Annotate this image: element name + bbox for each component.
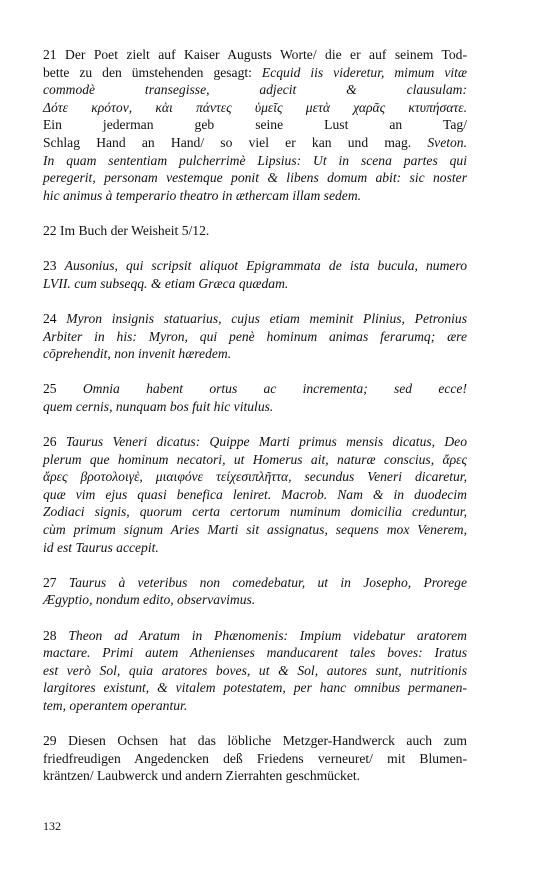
footnote-line — [43, 433, 467, 451]
italic-text: Δότε κρότον, κὰι πάντες ὑμεῖς μετὰ χαρᾶς κτυπήσατε. — [43, 99, 467, 115]
italic-text: quæ vim ejus quasi benefica leniret. Macrob. Nam & in duodecim — [43, 486, 467, 502]
footnote-line — [43, 187, 467, 205]
italic-text: Omnia habent ortus ac incrementa; sed ecce! — [82, 381, 467, 397]
footnote-line — [43, 116, 467, 134]
footnote-line — [43, 662, 467, 680]
footnote-line — [43, 591, 467, 609]
footnote-line — [43, 750, 467, 768]
italic-text: commodè transegisse, adjecit & clausulam: — [43, 82, 467, 98]
italic-text: Sveton. — [427, 134, 467, 150]
footnote-line — [43, 257, 467, 275]
italic-text: quem cernis, nunquam bos fuit hic vitulus. — [43, 398, 274, 414]
italic-text: peregerit, personam vestemque ponit & libens domum abit: sic noster — [43, 170, 467, 186]
roman-text: Ein jederman geb seine Lust an Tag/ — [43, 117, 467, 133]
roman-text: 23 — [43, 258, 65, 274]
italic-text: LVII. cum subseqq. & etiam Græca quædam. — [43, 275, 289, 291]
italic-text: In quam sententiam pulcherrimè Lipsius: Ut in scena partes qui — [43, 152, 467, 168]
roman-text: 21 Der Poet zielt auf Kaiser Augusts Worte/ die er auf seinem Tod- — [43, 47, 467, 62]
footnote-line — [43, 64, 467, 82]
footnote-line — [43, 679, 467, 697]
italic-text: Ausonius, qui scripsit aliquot Epigrammata de ista bucula, numero — [64, 258, 468, 274]
italic-text: ἄρες βροτολοιγὲ, μιαιφόνε τείχεσιπλῆττα, secundus Veneri dicaretur, — [43, 469, 467, 485]
footnote-line — [43, 328, 467, 346]
italic-text: est verò Sol, quia aratores boves, ut & Sol, autores sunt, nutritionis — [43, 662, 467, 678]
footnote-26 — [43, 433, 467, 556]
footnote-line — [43, 380, 467, 398]
page-number: 132 — [43, 819, 61, 833]
italic-text: hic animus à temperario theatro in æthercam illam sedem. — [43, 187, 362, 203]
footnote-line — [43, 521, 467, 539]
italic-text: Theon ad Aratum in Phænomenis: Impium videbatur aratorem — [68, 627, 467, 643]
italic-text: Ægyptio, nondum edito, observavimus. — [43, 592, 256, 608]
footnote-25 — [43, 380, 467, 415]
footnote-line — [43, 732, 467, 750]
roman-text: 26 — [43, 434, 66, 450]
roman-text: Schlag Hand an Hand/ so viel er kan und mag. — [43, 134, 428, 150]
footnote-line — [43, 310, 467, 328]
footnote-line — [43, 152, 467, 170]
italic-text: largitores existunt, & vitalem potestatem, per hanc omnibus permanen- — [43, 680, 467, 696]
footnote-line — [43, 398, 467, 416]
footnote-29 — [43, 732, 467, 785]
italic-text: mactare. Primi autem Athenienses manducarent tales boves: Iratus — [43, 645, 467, 661]
footnote-line — [43, 767, 467, 785]
roman-text: 29 Diesen Ochsen hat das löbliche Metzger-Handwerck auch zum — [43, 733, 467, 749]
footnote-line — [43, 99, 467, 117]
roman-text: 22 Im Buch der Weisheit 5/12. — [43, 222, 210, 238]
footnote-line — [43, 574, 467, 592]
footnote-line — [43, 486, 467, 504]
italic-text: Ecquid iis videretur, mimum vitæ — [261, 64, 467, 80]
footnote-23 — [43, 257, 467, 292]
footnote-28 — [43, 627, 467, 715]
footnote-22 — [43, 222, 467, 240]
italic-text: Arbiter in his: Myron, qui penè hominum animas ferarumq; ære — [43, 328, 467, 344]
roman-text: 25 — [43, 381, 83, 397]
footnote-21 — [43, 46, 467, 204]
italic-text: cōprehendit, non invenit hæredem. — [43, 346, 232, 362]
footnote-line — [43, 468, 467, 486]
roman-text: 28 — [43, 627, 69, 643]
roman-text: 24 — [43, 310, 67, 326]
footnote-line — [43, 345, 467, 363]
footnote-24 — [43, 310, 467, 363]
footnote-line — [43, 697, 467, 715]
italic-text: Taurus Veneri dicatus: Quippe Marti primus mensis dicatus, Deo — [65, 434, 467, 450]
italic-text: Taurus à veteribus non comedebatur, ut in Josepho, Prorege — [68, 574, 467, 590]
italic-text: plerum que hominum necatori, ut Homerus ait, naturæ conscius, ἄρες — [43, 451, 467, 467]
footnote-line — [43, 81, 467, 99]
footnote-line — [43, 46, 467, 64]
italic-text: tem, operantem operantur. — [43, 697, 188, 713]
footnote-line — [43, 451, 467, 469]
footnote-27 — [43, 574, 467, 609]
footnote-line — [43, 539, 467, 557]
footnotes-page — [43, 46, 467, 803]
roman-text: kräntzen/ Laubwerck und andern Zierrahten geschmücket. — [43, 768, 361, 784]
italic-text: id est Taurus accepit. — [43, 539, 159, 555]
footnote-line — [43, 503, 467, 521]
italic-text: Myron insignis statuarius, cujus etiam meminit Plinius, Petronius — [66, 310, 467, 326]
roman-text: 27 — [43, 574, 69, 590]
italic-text: Zodiaci signis, quorum certa certorum numinum domicilia creduntur, — [43, 504, 467, 520]
roman-text: bette zu den ümstehenden gesagt: — [43, 64, 262, 80]
footnote-line — [43, 627, 467, 645]
roman-text: friedfreudigen Angedencken deß Friedens verneuret/ mit Blumen- — [43, 750, 467, 766]
footnote-line — [43, 222, 467, 240]
italic-text: cùm primum signum Aries Marti sit assignatus, sequens mox Venerem, — [43, 522, 467, 538]
footnote-line — [43, 134, 467, 152]
footnote-line — [43, 275, 467, 293]
footnote-line — [43, 644, 467, 662]
footnote-line — [43, 169, 467, 187]
